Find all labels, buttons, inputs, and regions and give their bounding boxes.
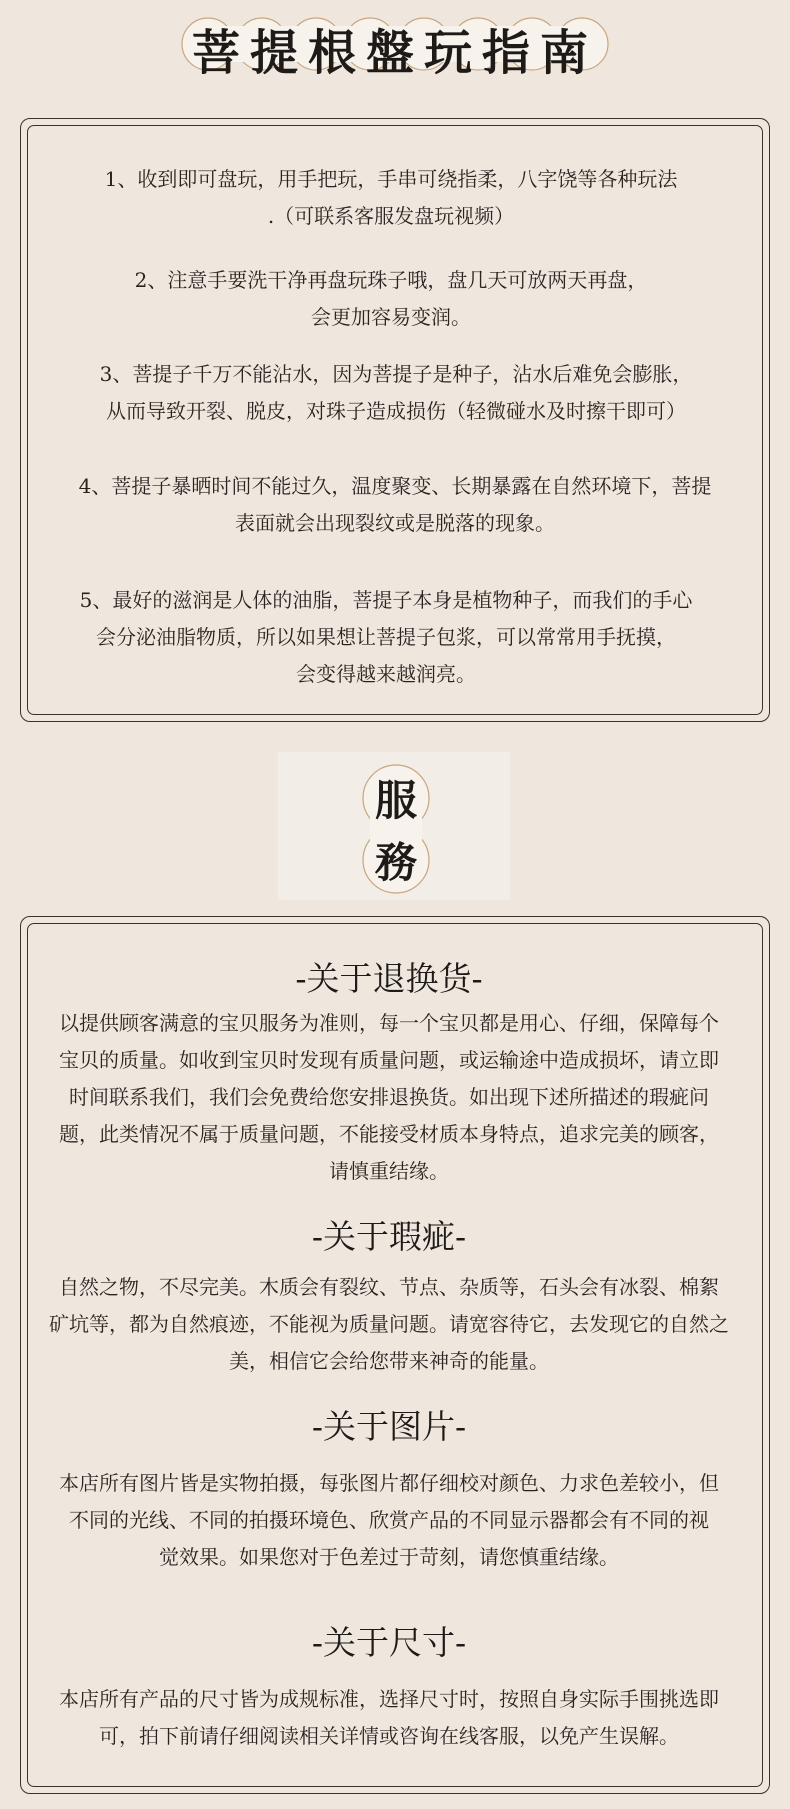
- guide-item-4: [31, 468, 759, 542]
- section-line: 矿坑等，都为自然痕迹，不能视为质量问题。请宽容待它，去发现它的自然之: [49, 1312, 729, 1336]
- guide-item-line: 会变得越来越润亮。: [296, 662, 476, 686]
- guide-box: [20, 118, 770, 722]
- section-title-size: -关于尺寸-: [311, 1623, 467, 1662]
- guide-item-line: 4、菩提子暴晒时间不能过久，温度聚变、长期暴露在自然环境下，菩提: [78, 474, 712, 498]
- guide-item-2: [61, 262, 721, 336]
- guide-item-5: [41, 582, 731, 693]
- section-line: 宝贝的质量。如收到宝贝时发现有质量问题，或运输途中造成损坏，请立即: [59, 1048, 719, 1072]
- guide-item-line: 会更加容易变润。: [311, 305, 471, 329]
- guide-item-line: 5、最好的滋润是人体的油脂，菩提子本身是植物种子，而我们的手心: [79, 588, 693, 612]
- guide-item-line: 3、菩提子千万不能沾水，因为菩提子是种子，沾水后难免会膨胀，: [99, 362, 693, 386]
- section-line: 本店所有产品的尺寸皆为成规标准，选择尺寸时，按照自身实际手围挑选即: [59, 1687, 719, 1711]
- section-line: 本店所有图片皆是实物拍摄，每张图片都仔细校对颜色、力求色差较小，但: [59, 1471, 719, 1495]
- guide-item-3: [61, 356, 731, 430]
- guide-item-line: 表面就会出现裂纹或是脱落的现象。: [235, 511, 555, 535]
- section-line: 请慎重结缘。: [329, 1159, 449, 1183]
- page-title: 菩提根盤玩指南: [191, 25, 598, 81]
- guide-item-1: [61, 161, 721, 235]
- section-line: 可，拍下前请仔细阅读相关详情或咨询在线客服，以免产生误解。: [99, 1724, 679, 1748]
- guide-item-line: 1、收到即可盘玩，用手把玩，手串可绕指柔，八字饶等各种玩法: [104, 167, 678, 191]
- section-line: 以提供顾客满意的宝贝服务为准则，每一个宝贝都是用心、仔细，保障每个: [59, 1011, 719, 1035]
- section-line: 不同的光线、不同的拍摄环境色、欣赏产品的不同显示器都会有不同的视: [69, 1508, 709, 1532]
- section-title-returns: -关于退换货-: [295, 959, 483, 998]
- section-line: 觉效果。如果您对于色差过于苛刻，请您慎重结缘。: [159, 1545, 619, 1569]
- section-title-flaws: -关于瑕疵-: [311, 1217, 467, 1256]
- guide-item-line: 从而导致开裂、脱皮，对珠子造成损伤（轻微碰水及时擦干即可）: [106, 399, 686, 423]
- service-box: [20, 916, 770, 1794]
- section-title-photos: -关于图片-: [311, 1407, 467, 1446]
- service-heading-char-1: 服: [374, 776, 417, 825]
- section-line: 自然之物，不尽完美。木质会有裂纹、节点、杂质等，石头会有冰裂、棉絮: [59, 1275, 719, 1299]
- section-line: 时间联系我们，我们会免费给您安排退换货。如出现下述所描述的瑕疵问: [69, 1085, 709, 1109]
- guide-item-line: .（可联系客服发盘玩视频）: [267, 204, 515, 228]
- section-line: 美，相信它会给您带来神奇的能量。: [229, 1349, 549, 1373]
- section-line: 题，此类情况不属于质量问题，不能接受材质本身特点，追求完美的顾客，: [59, 1122, 719, 1146]
- section-body-size: [35, 1681, 743, 1755]
- guide-item-line: 会分泌油脂物质，所以如果想让菩提子包浆，可以常常用手抚摸，: [96, 625, 676, 649]
- section-body-photos: [35, 1465, 743, 1576]
- service-heading-char-2: 務: [374, 838, 417, 887]
- section-body-flaws: [35, 1269, 743, 1380]
- title-banner: [0, 0, 790, 90]
- guide-item-line: 2、注意手要洗干净再盘玩珠子哦，盘几天可放两天再盘，: [134, 268, 648, 292]
- section-body-returns: [35, 1005, 743, 1190]
